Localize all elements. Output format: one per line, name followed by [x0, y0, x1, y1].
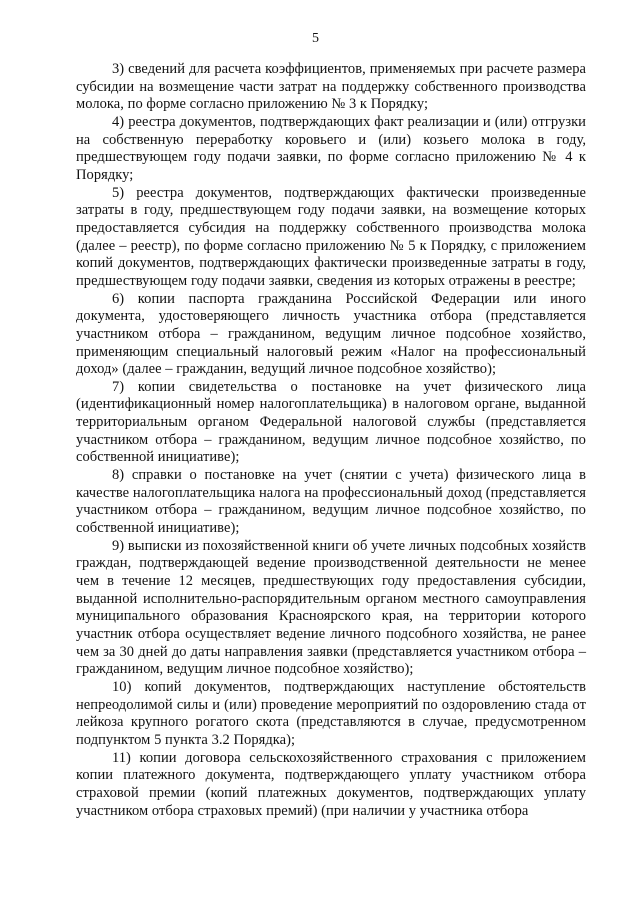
list-item-5: 5) реестра документов, подтверждающих фактически произведенные затраты в году, предшествующем году подачи заявки, на возмещение которых предоставляется субсидия на поддержку собственного производства молока (далее – реестр), по форме согласно приложению № 5 к Порядку, с приложением копий документов, подтверждающих фактически произведенные затраты в году, предшествующем году подачи заявки, сведения из которых отражены в реестре;	[76, 184, 586, 289]
list-item-9: 9) выписки из похозяйственной книги об учете личных подсобных хозяйств граждан, подтверждающей ведение производственной деятельности не менее чем в течение 12 месяцев, предшествующих году предоставления субсидии, выданной исполнительно-распорядительным органом местного самоуправления муниципального образования Красноярского края, на территории которого участник отбора осуществляет ведение личного подсобного хозяйства, не ранее чем за 30 дней до даты направления заявки (представляется участником отбора – гражданином, ведущим личное подсобное хозяйство);	[76, 537, 586, 678]
list-item-3: 3) сведений для расчета коэффициентов, применяемых при расчете размера субсидии на возмещение части затрат на поддержку собственного производства молока, по форме согласно приложению № 3 к Порядку;	[76, 61, 586, 113]
document-body	[76, 61, 586, 820]
list-item-8: 8) справки о постановке на учет (снятии с учета) физического лица в качестве налогоплательщика налога на профессиональный доход (представляется участником отбора – гражданином, ведущим личное подсобное хозяйство, по собственной инициативе);	[76, 467, 586, 537]
list-item-7: 7) копии свидетельства о постановке на учет физического лица (идентификационный номер налогоплательщика) в налоговом органе, выданной территориальным органом Федеральной налоговой службы (представляется участником отбора – гражданином, ведущим личное подсобное хозяйство, по собственной инициативе);	[76, 378, 586, 466]
list-item-11: 11) копии договора сельскохозяйственного страхования с приложением копии платежного документа, подтверждающего уплату участником отбора страховой премии (копий платежных документов, подтверждающих уплату участником отбора страховых премий) (при наличии у участника отбора	[76, 749, 586, 819]
list-item-6: 6) копии паспорта гражданина Российской Федерации или иного документа, удостоверяющего личность участника отбора (представляется участником отбора – гражданином, ведущим личное подсобное хозяйство, применяющим специальный налоговый режим «Налог на профессиональный доход» (далее – гражданин, ведущий личное подсобное хозяйство);	[76, 290, 586, 378]
page-number: 5	[312, 31, 319, 46]
list-item-4: 4) реестра документов, подтверждающих факт реализации и (или) отгрузки на собственную переработку коровьего и (или) козьего молока в году, предшествующем году подачи заявки, по форме согласно приложению № 4 к Порядку;	[76, 113, 586, 183]
list-item-10: 10) копий документов, подтверждающих наступление обстоятельств непреодолимой силы и (или) проведение мероприятий по оздоровлению стада от лейкоза крупного рогатого скота (представляются в случае, предусмотренном подпунктом 5 пункта 3.2 Порядка);	[76, 678, 586, 748]
